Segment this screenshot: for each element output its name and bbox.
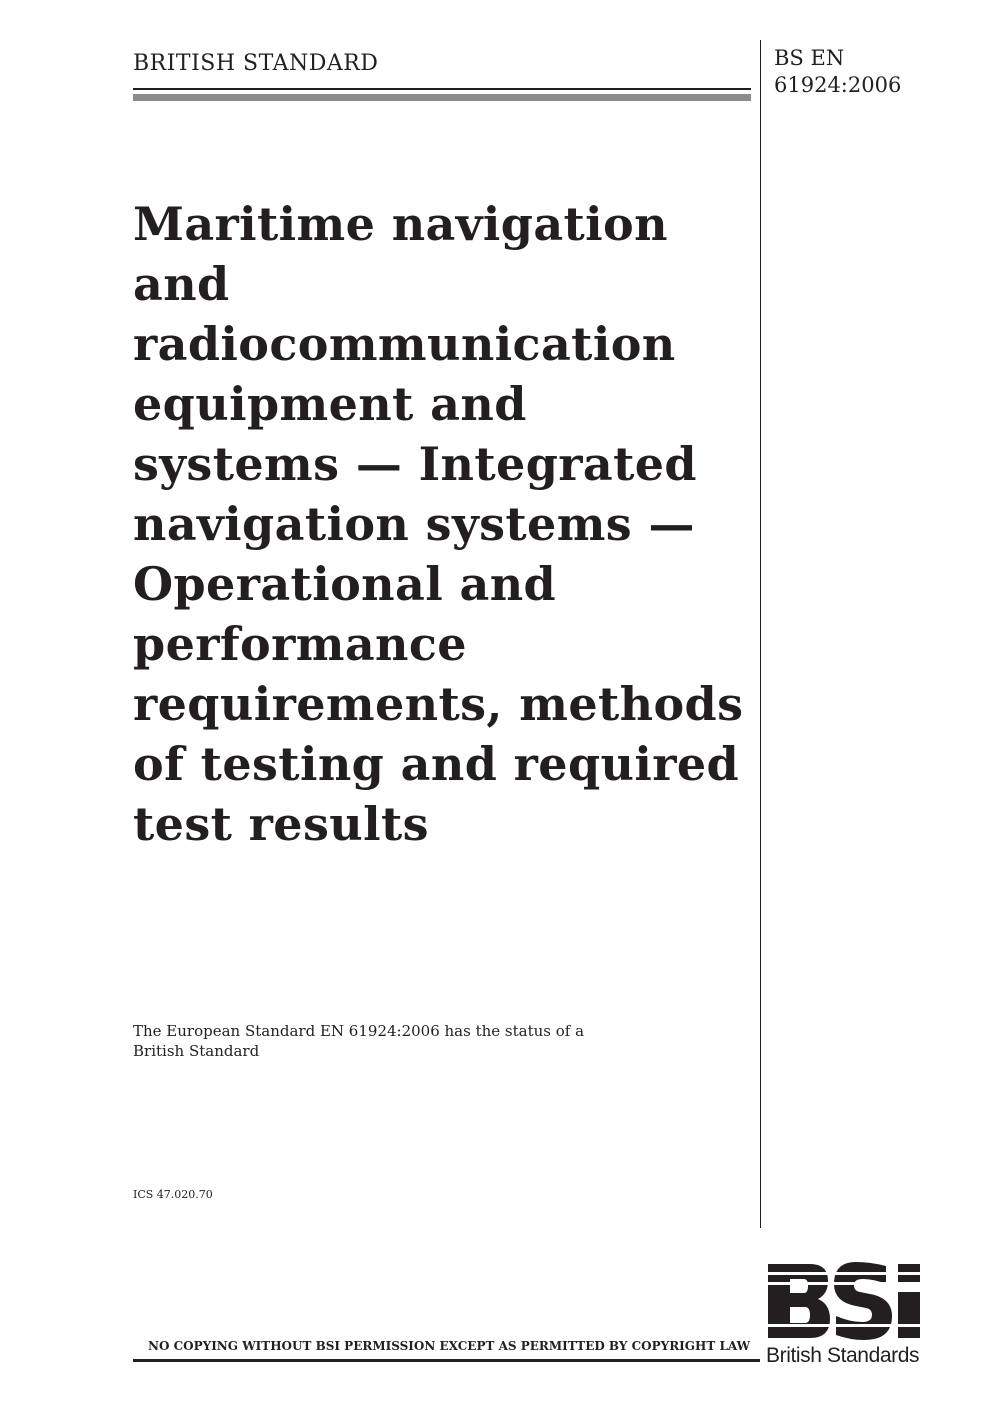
bsi-logo — [766, 1262, 946, 1368]
ics-code: ICS 47.020.70 — [133, 1188, 213, 1201]
document-series-label: BRITISH STANDARD — [133, 51, 379, 76]
margin-divider — [760, 40, 761, 1228]
header-rule-thick — [133, 94, 751, 101]
document-title: Maritime navigation and radiocommunication equipment and systems — Integrated navigation systems — Operational and performance requirements, methods of testing and required test results — [133, 197, 744, 851]
status-note: The European Standard EN 61924:2006 has the status of a British Standard — [133, 1022, 585, 1060]
header-rule-thin — [133, 88, 751, 90]
bsi-logo-caption: British Standards — [766, 1344, 920, 1367]
footer-rule — [133, 1359, 760, 1362]
copyright-notice: NO COPYING WITHOUT BSI PERMISSION EXCEPT AS PERMITTED BY COPYRIGHT LAW — [148, 1339, 751, 1353]
bsi-logo-icon — [766, 1262, 946, 1342]
standard-number: BS EN 61924:2006 — [774, 46, 902, 97]
